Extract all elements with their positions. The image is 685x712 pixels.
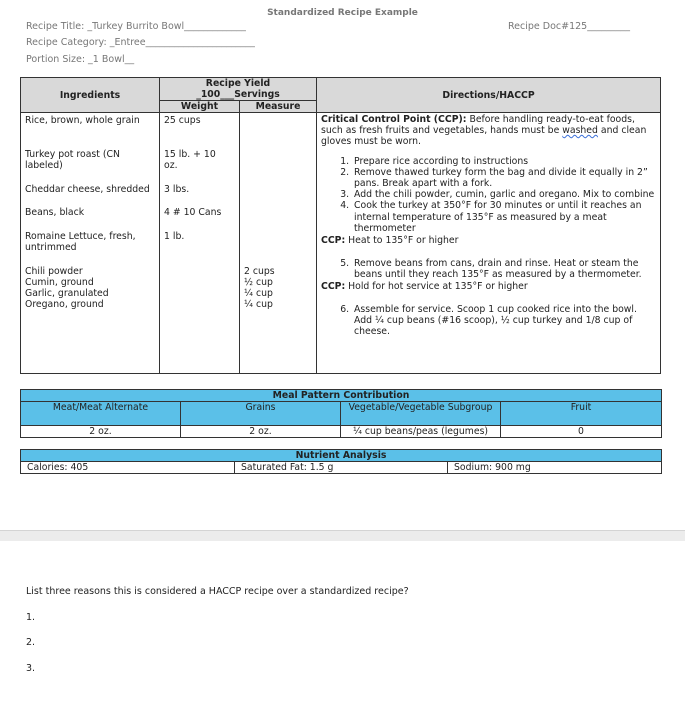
ccp-text: Before handling ready-to-eat foods, such as fresh fruits and vegetables, hands must be [321,114,635,137]
directions-steps-c [321,304,656,338]
meal-pattern-value: 0 [501,426,662,438]
meal-pattern-header: Grains [181,402,341,426]
sodium-value: Sodium: 900 mg [448,462,662,474]
measure-value: ½ cup [244,277,273,288]
ingredient-item: Beans, black [25,207,85,218]
recipe-doc-number: Recipe Doc#125_________ [508,21,630,32]
servings-label: _100___Servings [196,89,280,100]
weight-value: 1 lb. [164,231,185,242]
recipe-yield-label: Recipe Yield [205,78,271,89]
weight-value: 4 # 10 Cans [164,207,222,218]
direction-step: 1. Prepare rice according to instructions [352,156,656,167]
ingredient-item: Chili powder [25,266,83,277]
portion-size: Portion Size: _1 Bowl__ [26,54,135,65]
directions-header: Directions/HACCP [317,78,661,113]
measure-header: Measure [240,101,317,113]
question-prompt: List three reasons this is considered a HACCP recipe over a standardized recipe? [26,586,409,597]
ccp-text-end: and clean gloves must be worn. [321,125,647,148]
weight-header: Weight [160,101,240,113]
directions-steps-b [321,258,656,280]
meal-pattern-header: Fruit [501,402,662,426]
recipe-yield-header [160,78,317,101]
ingredient-item: Cheddar cheese, shredded [25,184,150,195]
recipe-category: Recipe Category: _Entree_______________________ [26,37,255,48]
ccp-hand-washing [321,114,656,148]
ccp-hold [321,281,656,292]
ccp-label: Critical Control Point (CCP): [321,114,467,125]
meal-pattern-value: 2 oz. [21,426,181,438]
ccp-text: Heat to 135°F or higher [345,235,459,247]
ingredient-item: Romaine Lettuce, fresh, untrimmed [25,231,136,253]
direction-step: 3. Add the chili powder, cumin, garlic and oregano. Mix to combine [352,189,656,200]
meal-pattern-table [20,389,662,438]
answer-line[interactable]: 1. [26,612,36,623]
ingredients-cell [21,113,160,374]
measure-value: 2 cups [244,266,275,277]
weight-value: 3 lbs. [164,184,190,195]
direction-step: 4. Cook the turkey at 350°F for 30 minutes or until it reaches an internal temperature of 135°F as measured by a meat thermometer [352,200,656,234]
nutrient-analysis-title: Nutrient Analysis [21,450,662,462]
calories-value: Calories: 405 [21,462,235,474]
direction-step: 2. Remove thawed turkey form the bag and divide it equally in 2” pans. Break apart with a fork. [352,167,656,189]
directions-cell [317,113,661,374]
weights-cell [160,113,240,374]
meal-pattern-value: 2 oz. [181,426,341,438]
page-break [0,530,685,541]
weight-value: 25 cups [164,115,201,126]
ingredient-item: Oregano, ground [25,299,104,310]
ccp-label: CCP: [321,235,346,247]
weight-value: 15 lb. + 10 oz. [164,149,216,171]
measure-value: ¼ cup [244,299,273,310]
meal-pattern-header: Meat/Meat Alternate [21,402,181,426]
answer-line[interactable]: 3. [26,663,36,674]
measure-value: ¼ cup [244,288,273,299]
meal-pattern-title: Meal Pattern Contribution [21,390,662,402]
recipe-table [20,77,661,374]
direction-step: 6. Assemble for service. Scoop 1 cup cooked rice into the bowl. Add ¼ cup beans (#16 scoop), ½ cup turkey and 1/8 cup of cheese. [352,304,656,338]
meal-pattern-header: Vegetable/Vegetable Subgroup [341,402,501,426]
ingredient-item: Rice, brown, whole grain [25,115,140,126]
ingredients-header: Ingredients [21,78,160,113]
ccp-text: Hold for hot service at 135°F or higher [345,280,528,292]
ccp-heat [321,235,656,246]
ingredient-item: Cumin, ground [25,277,94,288]
ccp-washed: washed [562,125,598,137]
document-title: Standardized Recipe Example [267,8,418,18]
measures-cell [240,113,317,374]
answer-line[interactable]: 2. [26,637,36,648]
ingredient-item: Turkey pot roast (CN labeled) [25,149,120,171]
nutrient-analysis-table [20,449,662,474]
directions-steps [321,156,656,234]
recipe-title: Recipe Title: _Turkey Burrito Bowl_____________ [26,21,246,32]
ingredient-item: Garlic, granulated [25,288,109,299]
direction-step: 5. Remove beans from cans, drain and rinse. Heat or steam the beans until they reach 135°F as measured by a thermometer. [352,258,656,280]
ccp-label: CCP: [321,280,346,292]
saturated-fat-value: Saturated Fat: 1.5 g [235,462,448,474]
meal-pattern-value: ¼ cup beans/peas (legumes) [341,426,501,438]
